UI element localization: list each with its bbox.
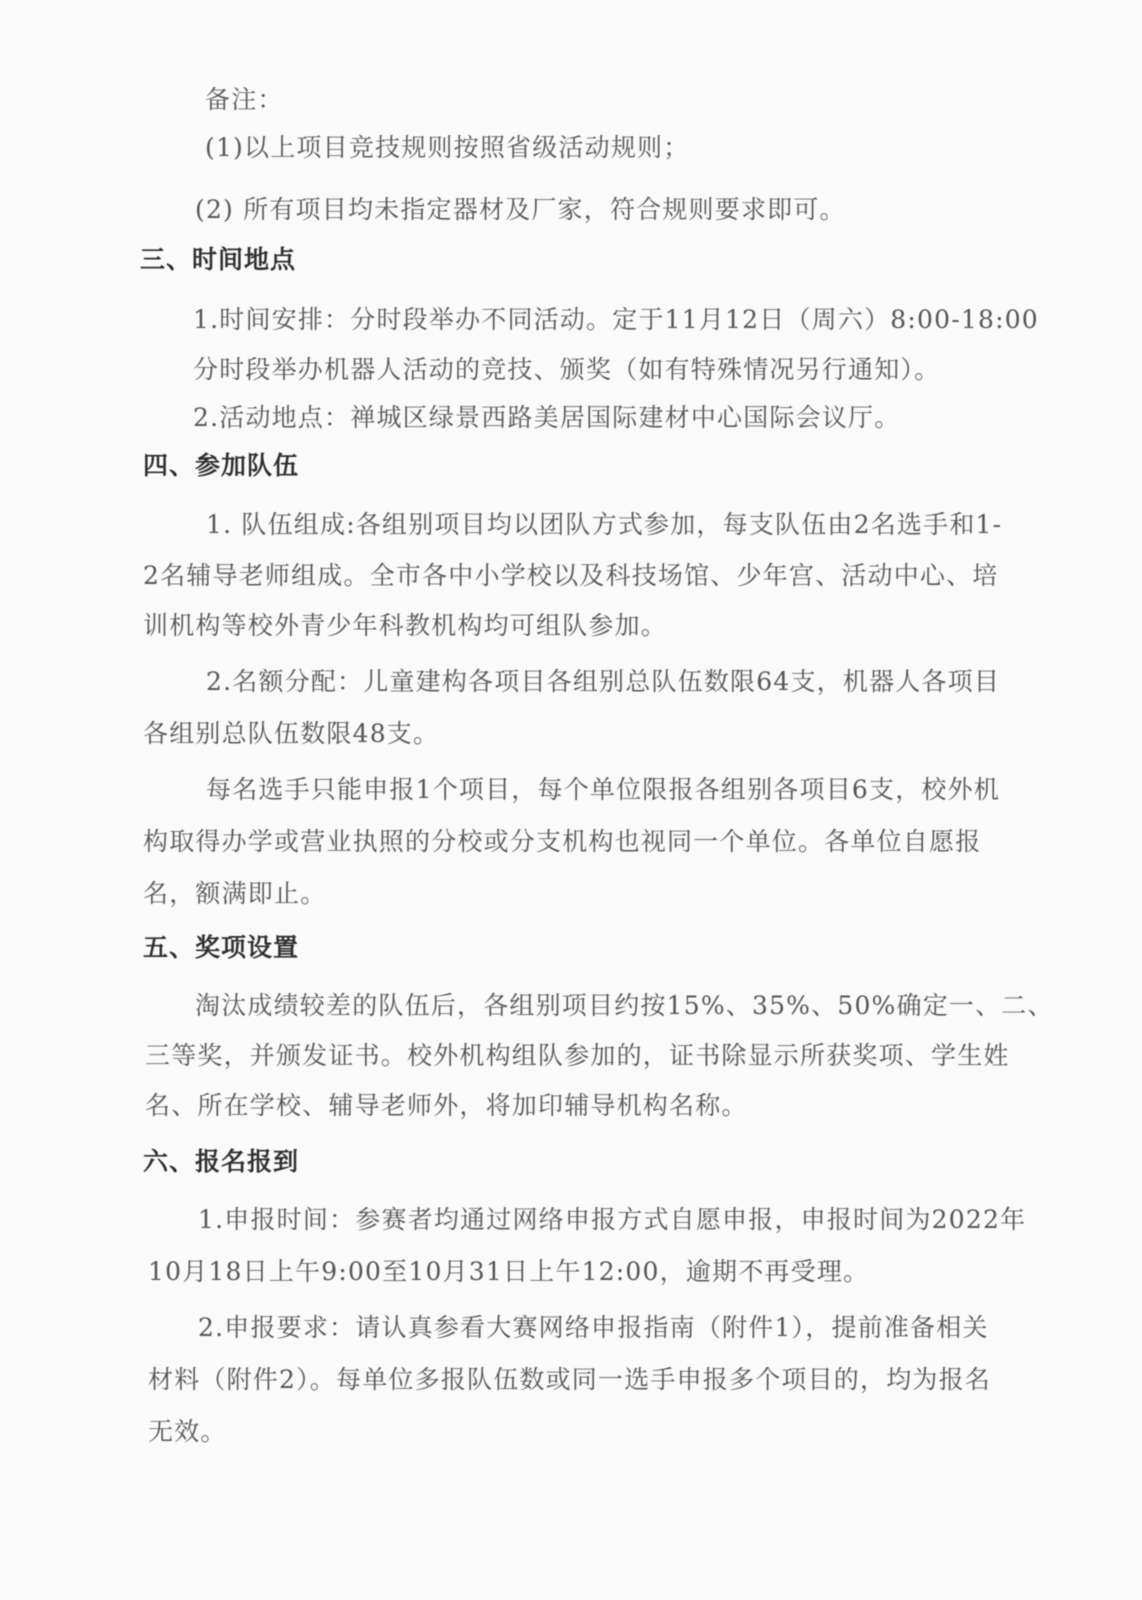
paragraph-line: 1.申报时间：参赛者均通过网络申报方式自愿申报，申报时间为2022年 — [198, 1205, 1027, 1234]
paragraph-line: 2.名额分配：儿童建构各项目各组别总队伍数限64支，机器人各项目 — [206, 667, 1001, 696]
paragraph-line: 2.活动地点：禅城区绿景西路美居国际建材中心国际会议厅。 — [193, 403, 901, 432]
section-heading-time-place: 三、时间地点 — [140, 245, 297, 274]
paragraph-line: 1.时间安排：分时段举办不同活动。定于11月12日（周六）8:00-18:00 — [193, 305, 1039, 334]
paragraph-line: 训机构等校外青少年科教机构均可组队参加。 — [143, 611, 668, 640]
paragraph-line: 无效。 — [148, 1417, 227, 1446]
section-heading-awards: 五、奖项设置 — [143, 933, 300, 962]
paragraph-line: 10月18日上午9:00至10月31日上午12:00，逾期不再受理。 — [148, 1257, 870, 1286]
paragraph-line: 2名辅导老师组成。全市各中小学校以及科技场馆、少年宫、活动中心、培 — [143, 561, 999, 590]
note-item-1: (1)以上项目竞技规则按照省级活动规则； — [205, 133, 690, 162]
paragraph-line: 2.申报要求：请认真参看大赛网络申报指南（附件1），提前准备相关 — [198, 1313, 989, 1342]
paragraph-line: 淘汰成绩较差的队伍后，各组别项目约按15%、35%、50%确定一、二、 — [195, 991, 1054, 1020]
note-label: 备注： — [205, 85, 284, 114]
note-item-2: (2) 所有项目均未指定器材及厂家，符合规则要求即可。 — [195, 195, 846, 224]
paragraph-line: 名，额满即止。 — [143, 879, 327, 908]
section-heading-teams: 四、参加队伍 — [143, 451, 300, 480]
paragraph-line: 1. 队伍组成:各组别项目均以团队方式参加，每支队伍由2名选手和1- — [206, 510, 1003, 539]
paragraph-line: 构取得办学或营业执照的分校或分支机构也视同一个单位。各单位自愿报 — [143, 827, 982, 856]
paragraph-line: 三等奖，并颁发证书。校外机构组队参加的，证书除显示所获奖项、学生姓 — [145, 1041, 1010, 1070]
paragraph-line: 名、所在学校、辅导老师外，将加印辅导机构名称。 — [145, 1091, 748, 1120]
section-heading-registration: 六、报名报到 — [143, 1147, 300, 1176]
paragraph-line: 分时段举办机器人活动的竞技、颁奖（如有特殊情况另行通知）。 — [193, 355, 941, 384]
paragraph-line: 每名选手只能申报1个项目，每个单位限报各组别各项目6支，校外机 — [206, 775, 1001, 804]
paragraph-line: 材料（附件2）。每单位多报队伍数或同一选手申报多个项目的，均为报名 — [148, 1365, 992, 1394]
paragraph-line: 各组别总队伍数限48支。 — [143, 719, 440, 748]
